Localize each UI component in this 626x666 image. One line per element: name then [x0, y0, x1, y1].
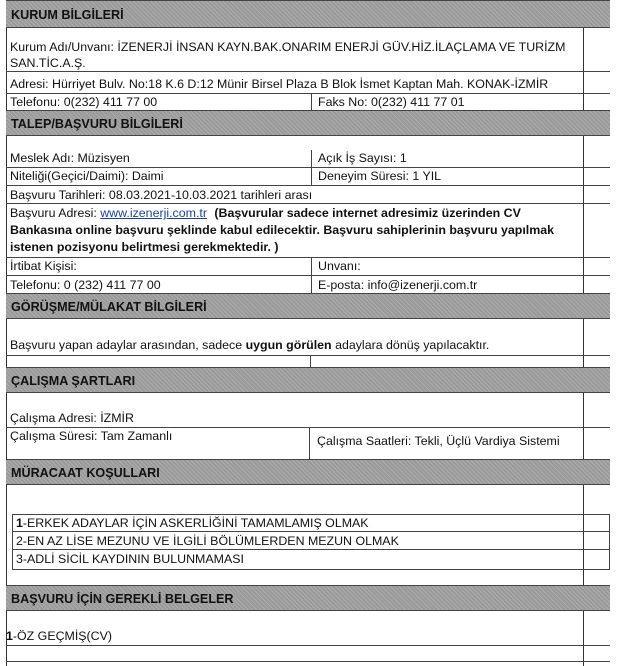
kurum-telefon: Telefonu: 0(232) 411 77 00 [10, 95, 158, 109]
section-header-gorusme: GÖRÜŞME/MÜLAKAT BİLGİLERİ [6, 293, 610, 319]
talep-adres-note2: Bankasına online başvuru şeklinde kabul edilecektir. Başvuru sahiplerinin başvuru yapılmak [10, 223, 555, 237]
muracaat-item-3 [12, 550, 610, 570]
section-header-talep: TALEP/BAŞVURU BİLGİLERİ [6, 110, 610, 136]
talep-unvani: Unvanı: [318, 259, 361, 273]
muracaat-item-1-num: 1 [16, 516, 23, 530]
talep-meslek-row [6, 150, 610, 168]
talep-adres-note1: (Başvurular sadece internet adresimiz üzerinden CV [214, 206, 521, 220]
talep-irtibat: İrtibat Kişisi: [10, 259, 77, 273]
kurum-faks: Faks No: 0(232) 411 77 01 [318, 95, 465, 109]
talep-nitelik-row [6, 168, 610, 186]
section-header-kurum: KURUM BİLGİLERİ [6, 0, 610, 28]
talep-niteligi: Niteliği(Geçici/Daimi): Daimi [10, 169, 164, 183]
gorusme-text-bold: uygun görülen [245, 338, 332, 352]
talep-adres-note3: istenen pozisyonu belirtmesi gerekmektedir. ) [10, 240, 279, 254]
belgeler-item-1 [6, 626, 610, 646]
gorusme-text-pre: Başvuru yapan adaylar arasından, sadece [10, 338, 246, 352]
talep-eposta: E-posta: info@izenerji.com.tr [318, 278, 478, 292]
talep-acik-is: Açık İş Sayısı: 1 [318, 151, 407, 165]
kurum-adres-row [6, 76, 610, 94]
talep-meslek: Meslek Adı: Müzisyen [10, 151, 130, 165]
belgeler-item-1-num: 1 [6, 629, 13, 643]
kurum-adi-row [6, 40, 610, 72]
talep-adres-row [6, 204, 610, 258]
gorusme-text-post: adaylara dönüş yapılacaktır. [331, 338, 490, 352]
calisma-sure: Çalışma Süresi: Tam Zamanlı [10, 429, 173, 443]
muracaat-item-1 [12, 514, 610, 532]
calisma-adres: Çalışma Adresi: İZMİR [10, 411, 134, 425]
muracaat-item-3-text: -ADLİ SİCİL KAYDININ BULUNMAMASI [22, 552, 244, 566]
talep-irtibat-row [6, 258, 610, 276]
calisma-sure-row [6, 428, 610, 462]
muracaat-item-2-text: -EN AZ LİSE MEZUNU VE İLGİLİ BÖLÜMLERDEN MEZUN OLMAK [22, 534, 399, 548]
section-header-belgeler: BAŞVURU İÇİN GEREKLİ BELGELER [6, 585, 610, 611]
section-header-muracaat: MÜRACAAT KOŞULLARI [6, 459, 610, 485]
gorusme-text [10, 338, 489, 352]
talep-telefon-row [6, 276, 610, 294]
talep-tarih: Başvuru Tarihleri: 08.03.2021-10.03.2021 tarihleri arası [10, 188, 313, 202]
muracaat-item-2-num: 2 [16, 534, 23, 548]
kurum-adi-line1: Kurum Adı/Unvanı: İZENERJİ İNSAN KAYN.BAK.ONARIM ENERJİ GÜV.HİZ.İLAÇLAMA VE TURİZM [10, 40, 566, 54]
calisma-saat: Çalışma Saatleri: Tekli, Üçlü Vardiya Sistemi [317, 434, 560, 448]
kurum-adi-line2: SAN.TİC.A.Ş. [10, 56, 86, 70]
talep-adres-label: Başvuru Adresi: [10, 206, 101, 220]
belgeler-empty-row [6, 646, 610, 662]
talep-deneyim: Deneyim Süresi: 1 YIL [318, 169, 442, 183]
gorusme-text-row [6, 336, 610, 356]
section-header-calisma: ÇALIŞMA ŞARTLARI [6, 367, 610, 393]
muracaat-item-2 [12, 532, 610, 550]
izenerji-website-link[interactable]: www.izenerji.com.tr [100, 206, 207, 220]
talep-telefon: Telefonu: 0 (232) 411 77 00 [10, 278, 161, 292]
calisma-adres-row [6, 410, 610, 428]
talep-adres-line1 [10, 206, 521, 220]
muracaat-item-1-text: -ERKEK ADAYLAR İÇİN ASKERLİĞİNİ TAMAMLAMIŞ OLMAK [22, 516, 369, 530]
talep-tarih-row [6, 186, 610, 204]
kurum-adres: Adresi: Hürriyet Bulv. No:18 K.6 D:12 Münir Birsel Plaza B Blok İsmet Kaptan Mah. KONAK-İZMİR [10, 77, 549, 91]
calisma-saat-cell [309, 428, 310, 462]
belgeler-item-1-text: -ÖZ GEÇMİŞ(CV) [12, 629, 113, 643]
muracaat-item-3-num: 3 [16, 552, 23, 566]
